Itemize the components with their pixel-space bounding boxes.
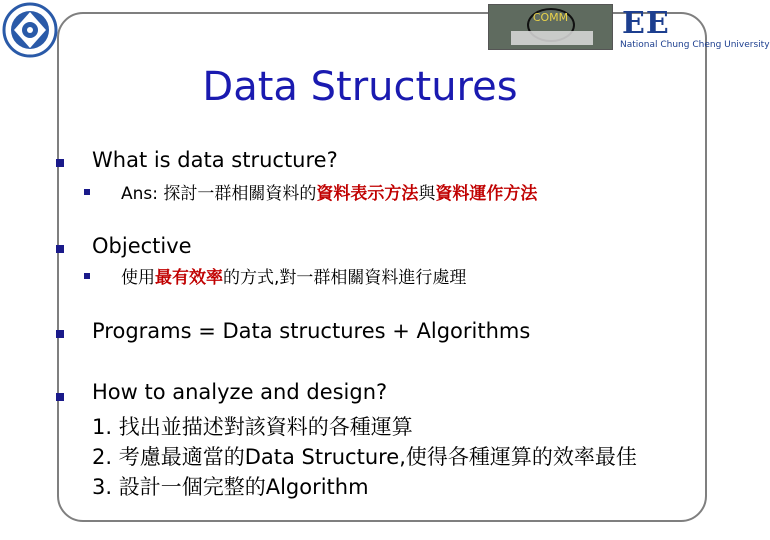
bullet-marker xyxy=(56,393,64,401)
step-item: 1. 找出並描述對該資料的各種運算 xyxy=(92,415,413,439)
objective-emphasis: 最有效率 xyxy=(155,268,223,288)
steps-list xyxy=(92,412,637,502)
bullet-marker xyxy=(56,245,64,253)
bullet-programs: Programs = Data structures + Algorithms xyxy=(92,319,531,343)
step-item: 3. 設計一個完整的Algorithm xyxy=(92,475,369,499)
bullet-objective-detail xyxy=(121,263,466,288)
comm-logo-subtitle xyxy=(511,31,593,45)
bullet-marker xyxy=(56,330,64,338)
bullet-what-is: What is data structure? xyxy=(92,148,338,172)
ee-department-logo xyxy=(612,4,770,52)
university-seal-logo xyxy=(0,0,60,60)
bullet-objective: Objective xyxy=(92,234,192,258)
ee-logo-text: EE xyxy=(622,6,670,41)
sub-bullet-marker xyxy=(84,189,90,195)
comm-lab-logo xyxy=(488,4,613,50)
answer-emphasis-operation: 資料運作方法 xyxy=(435,184,538,204)
answer-and: 與 xyxy=(418,184,436,204)
bullet-marker xyxy=(56,159,64,167)
answer-prefix: Ans: 探討一群相關資料的 xyxy=(121,184,317,204)
step-item: 2. 考慮最適當的Data Structure,使得各種運算的效率最佳 xyxy=(92,445,637,469)
objective-prefix: 使用 xyxy=(121,268,155,288)
answer-emphasis-representation: 資料表示方法 xyxy=(316,184,419,204)
slide-title: Data Structures xyxy=(202,64,518,110)
bullet-how-to: How to analyze and design? xyxy=(92,380,388,404)
ee-logo-university: National Chung Cheng University xyxy=(620,40,770,50)
sub-bullet-marker xyxy=(84,273,90,279)
bullet-answer xyxy=(121,179,537,204)
objective-suffix: 的方式,對一群相關資料進行處理 xyxy=(223,268,467,288)
comm-logo-text: COMM xyxy=(532,11,569,24)
